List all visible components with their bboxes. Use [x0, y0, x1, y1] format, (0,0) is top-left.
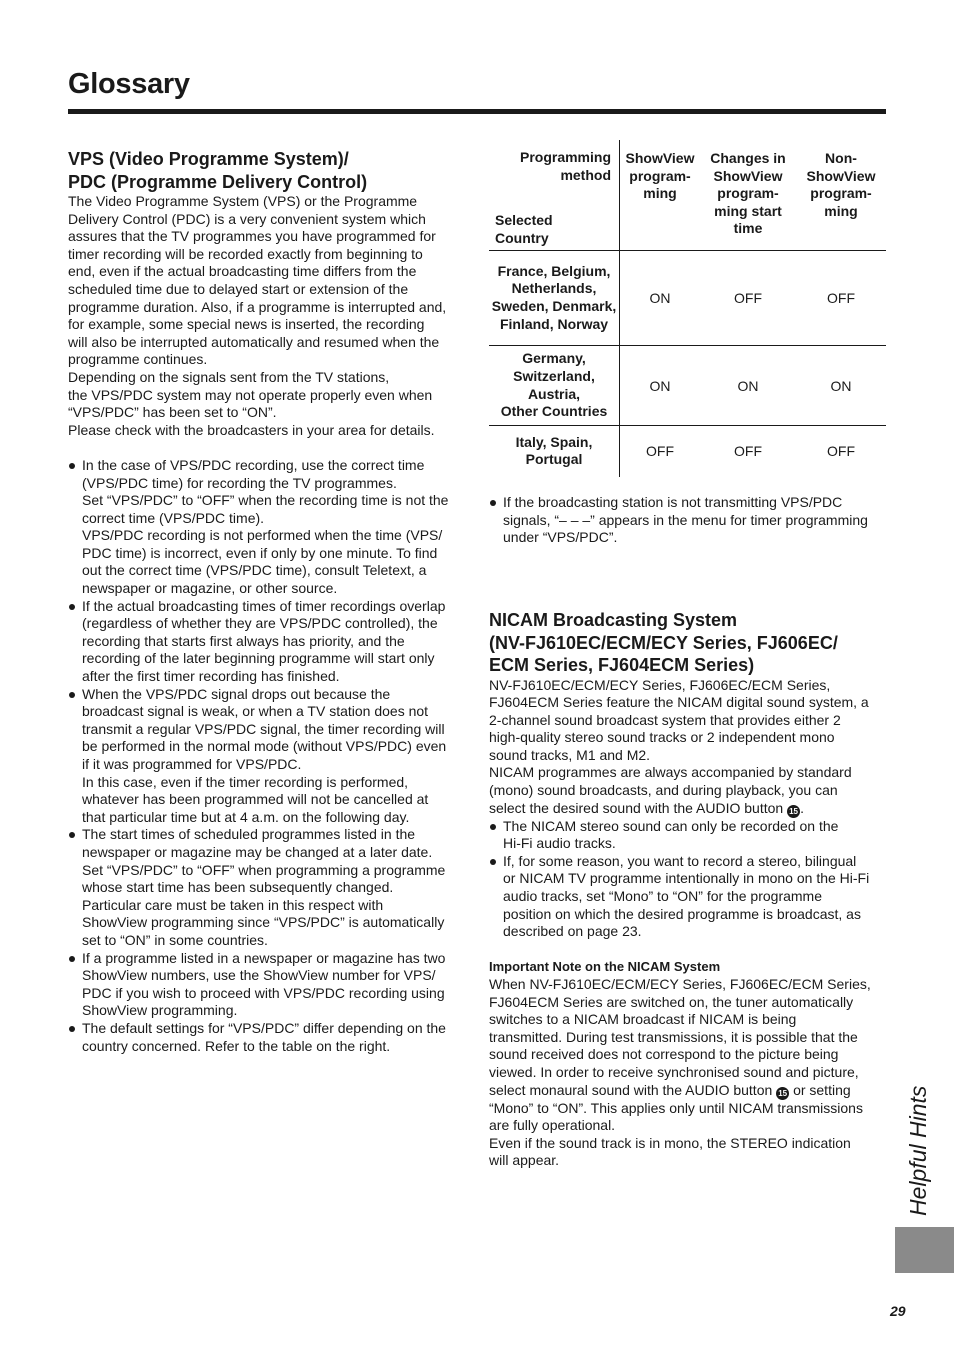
text-line: FJ604ECM Series are switched on, the tuner automatically [489, 993, 854, 1010]
text-line: sound received does not correspond to the picture being [489, 1046, 839, 1063]
text-line: newspaper or magazine may be changed at a later date. [82, 843, 433, 860]
text-line: transmitted. During test transmissions, it is possible that the [489, 1028, 858, 1045]
text-line: The start times of scheduled programmes listed in the [82, 826, 416, 843]
heading-line: (NV-FJ610EC/ECM/ECY Series, FJ606EC/ [489, 632, 838, 653]
text-line: ShowView programming since “VPS/PDC” is automatically [82, 914, 445, 931]
text-line: viewed. In order to receive synchronised sound and picture, [489, 1063, 859, 1080]
table-row [489, 346, 886, 426]
text-line: signals, “– – –” appears in the menu for timer programming [503, 511, 868, 528]
text-line: “VPS/PDC” has been set to “ON”. [68, 404, 277, 421]
text-line: VPS/PDC recording is not performed when the time (VPS/ [82, 527, 443, 544]
text-line: NICAM programmes are always accompanied by standard [489, 764, 852, 781]
text-line: be performed in the normal mode (without VPS/PDC) even [82, 738, 447, 755]
text-line: The NICAM stereo sound can only be recorded on the [503, 817, 839, 834]
country-line: Netherlands, [511, 280, 597, 297]
text-line: out the correct time (VPS/PDC time), consult Teletext, a [82, 562, 427, 579]
nicam-note-text-end [489, 1100, 889, 1170]
text-line: Particular care must be taken in this respect with [82, 896, 384, 913]
row-country [489, 346, 620, 426]
nicam-section [489, 609, 889, 1170]
text-line: Set “VPS/PDC” to “OFF” when programming a programme [82, 861, 446, 878]
row-value: ON [796, 346, 886, 426]
country-line: Switzerland, [513, 367, 595, 384]
text-line: whatever has been programmed will not be cancelled at [82, 791, 429, 808]
country-line: Portugal [525, 451, 583, 468]
text-line: high-quality stereo sound tracks or 2 independent mono [489, 729, 835, 746]
text-line: recording of the later beginning programme will start only [82, 650, 435, 667]
nicam-intro-last-line: select the desired sound with the AUDIO button 15 . [489, 799, 804, 816]
header-line: ShowView [625, 150, 695, 166]
heading-line: ECM Series, FJ604ECM Series) [489, 655, 755, 675]
text-line: Hi-Fi audio tracks. [503, 835, 616, 852]
text-line: When NV-FJ610EC/ECM/ECY Series, FJ606EC/ECM Series, [489, 976, 871, 992]
text-line: The Video Programme System (VPS) or the Programme [68, 193, 418, 209]
text-line: (regardless of whether they are VPS/PDC controlled), the [82, 615, 438, 632]
nicam-note-heading: Important Note on the NICAM System [489, 959, 721, 975]
text-line: (mono) sound broadcasts, and during playback, you can [489, 782, 838, 799]
row-country [489, 251, 620, 346]
header-line: ShowView [806, 167, 876, 184]
text-line: the VPS/PDC system may not operate properly even when [68, 386, 433, 403]
text-line: end, even if the actual broadcasting time differs from the [68, 263, 417, 280]
text-line: “Mono” to “ON”. This applies only until NICAM transmissions [489, 1099, 863, 1116]
list-item [489, 818, 889, 853]
text-line: (VPS/PDC time) for recording the TV programmes. [82, 474, 397, 491]
text-line: correct time (VPS/PDC time). [82, 509, 265, 526]
header-line: Non- [825, 150, 857, 166]
text-line: If, for some reason, you want to record a stereo, bilingual [503, 852, 857, 869]
text-line: set to “ON” in some countries. [82, 931, 268, 948]
text-line: timer recording will be recorded exactly from beginning to [68, 245, 423, 262]
row-value: ON [620, 346, 701, 426]
header-line: ShowView [713, 167, 783, 184]
row-value: OFF [796, 426, 886, 477]
text-line: assures that the TV programmes you have programmed for [68, 228, 436, 245]
row-value: ON [620, 251, 701, 346]
header-line: Selected [495, 212, 553, 228]
table-note [489, 494, 889, 547]
text-line: ShowView numbers, use the ShowView number for VPS/ [82, 967, 436, 984]
text-line: In the case of VPS/PDC recording, use the correct time [82, 456, 425, 473]
text-line: after the first timer recording has finished. [82, 668, 340, 685]
header-line: Changes in [710, 150, 786, 166]
text-line: whose start time has been subsequently changed. [82, 879, 394, 896]
text-line: country concerned. Refer to the table on the right. [82, 1037, 391, 1054]
header-line: ming [643, 185, 677, 202]
list-item [68, 950, 468, 1020]
nicam-bullet-list [489, 818, 889, 941]
text-line: In this case, even if the timer recording is performed, [82, 773, 409, 790]
header-line: Programming [519, 149, 611, 165]
nicam-note-text [489, 976, 889, 1082]
text-line: under “VPS/PDC”. [503, 529, 618, 546]
list-item [68, 1020, 468, 1055]
text-line: or NICAM TV programme intentionally in mono on the Hi-Fi [503, 870, 870, 887]
text-line: scheduled time due to delayed start or extension of the [68, 280, 409, 297]
table-header-row [489, 140, 886, 251]
header-changes-in-showview [700, 140, 796, 251]
text-line: Depending on the signals sent from the TV stations, [68, 368, 390, 385]
page-title: Glossary [68, 68, 190, 100]
text-line: PDC if you wish to proceed with VPS/PDC recording using [82, 984, 445, 1001]
table-corner-cell [489, 140, 620, 251]
header-line: Country [495, 229, 549, 246]
text-line: ShowView programming. [82, 1002, 238, 1019]
row-value: ON [700, 346, 796, 426]
heading-line: NICAM Broadcasting System [489, 610, 738, 630]
header-showview [620, 140, 701, 251]
nicam-note-button-line: select monaural sound with the AUDIO button 15 or setting [489, 1081, 851, 1098]
header-selected-country [495, 212, 553, 247]
text-line: Even if the sound track is in mono, the STEREO indication [489, 1134, 851, 1151]
vps-section [68, 148, 468, 1055]
text-line: If the broadcasting station is not transmitting VPS/PDC [503, 494, 843, 510]
header-line: program- [810, 185, 872, 202]
text-line: if it was programmed for VPS/PDC. [82, 756, 302, 772]
text-line: position on which the desired programme is broadcast, as [503, 905, 861, 922]
nicam-intro [489, 677, 889, 800]
country-line: France, Belgium, [497, 262, 611, 279]
vps-settings-table-wrap [489, 140, 886, 477]
text-line: switches to a NICAM broadcast if NICAM is being [489, 1011, 797, 1028]
row-country [489, 426, 620, 477]
list-item [68, 826, 468, 949]
audio-button-ref-icon: 15 [776, 1087, 789, 1100]
text-line: transmit a regular VPS/PDC signal, the timer recording will [82, 720, 445, 737]
header-programming-method [520, 149, 611, 184]
text-line: Set “VPS/PDC” to “OFF” when the recording time is not the [82, 492, 449, 509]
row-value: OFF [796, 251, 886, 346]
country-line: Other Countries [500, 403, 608, 420]
country-line: Finland, Norway [499, 315, 609, 332]
text-line: broadcast signal is weak, or when a TV station does not [82, 703, 429, 720]
header-line: program- [717, 185, 779, 202]
header-line: ming start [714, 202, 782, 219]
country-line: Germany, [522, 350, 586, 367]
text-line: will also be interrupted automatically and resumed when the [68, 333, 440, 350]
list-item [68, 598, 468, 686]
section-tab-marker [895, 1227, 954, 1273]
table-note-item [489, 494, 889, 547]
vps-heading [68, 148, 468, 193]
text-line: If the actual broadcasting times of timer recordings overlap [82, 597, 446, 614]
vps-heading-line1: VPS (Video Programme System)/ [68, 149, 349, 169]
text-line: NV-FJ610EC/ECM/ECY Series, FJ606EC/ECM Series, [489, 676, 831, 693]
text-line: will appear. [489, 1152, 560, 1169]
text-line: newspaper or magazine, or other source. [82, 580, 338, 597]
text-line: When the VPS/PDC signal drops out because the [82, 685, 391, 702]
text-line: that particular time but at 4 a.m. on the following day. [82, 808, 410, 825]
table-row [489, 251, 886, 346]
row-value: OFF [700, 251, 796, 346]
vps-heading-line2: PDC (Programme Delivery Control) [68, 171, 368, 192]
table-row [489, 426, 886, 477]
nicam-heading [489, 609, 889, 677]
text-line: PDC time) is incorrect, even if only by one minute. To find [82, 544, 438, 561]
text-line: 2-channel sound broadcast system that provides either 2 [489, 711, 841, 728]
vps-settings-table [489, 140, 886, 477]
text-line: Please check with the broadcasters in your area for details. [68, 421, 435, 438]
title-rule [68, 109, 886, 114]
text-line: The default settings for “VPS/PDC” differ depending on the [82, 1019, 446, 1036]
text-line: are fully operational. [489, 1117, 616, 1134]
list-item [68, 457, 468, 598]
text-line: FJ604ECM Series feature the NICAM digital sound system, a [489, 694, 869, 711]
country-line: Sweden, Denmark, [491, 298, 617, 314]
list-item [489, 853, 889, 941]
vps-intro [68, 193, 468, 439]
country-line: Austria, [527, 385, 581, 402]
text-line: audio tracks, set “Mono” to “ON” for the programme [503, 888, 822, 905]
header-line: method [560, 166, 611, 183]
list-item [68, 686, 468, 827]
row-value: OFF [700, 426, 796, 477]
text-line: programme continues. [68, 351, 208, 368]
header-line: program- [629, 167, 691, 184]
section-side-label: Helpful Hints [905, 1085, 931, 1216]
page-number: 29 [890, 1303, 906, 1319]
text-line: sound tracks, M1 and M2. [489, 746, 651, 763]
text-line: described on page 23. [503, 923, 642, 940]
row-value: OFF [620, 426, 701, 477]
audio-button-ref-icon: 15 [787, 805, 800, 818]
text-line: If a programme listed in a newspaper or magazine has two [82, 949, 446, 966]
header-non-showview [796, 140, 886, 251]
text-line: Delivery Control (PDC) is a very convenient system which [68, 210, 426, 227]
text-line: programme duration. Also, if a programme is interrupted and, [68, 298, 447, 315]
vps-bullet-list [68, 457, 468, 1055]
header-line: time [733, 220, 763, 237]
text-line: for example, some special news is inserted, the recording [68, 316, 425, 333]
text-line: recording that starts first always has priority, and the [82, 632, 405, 649]
header-line: ming [824, 202, 858, 219]
country-line: Italy, Spain, [515, 433, 593, 450]
